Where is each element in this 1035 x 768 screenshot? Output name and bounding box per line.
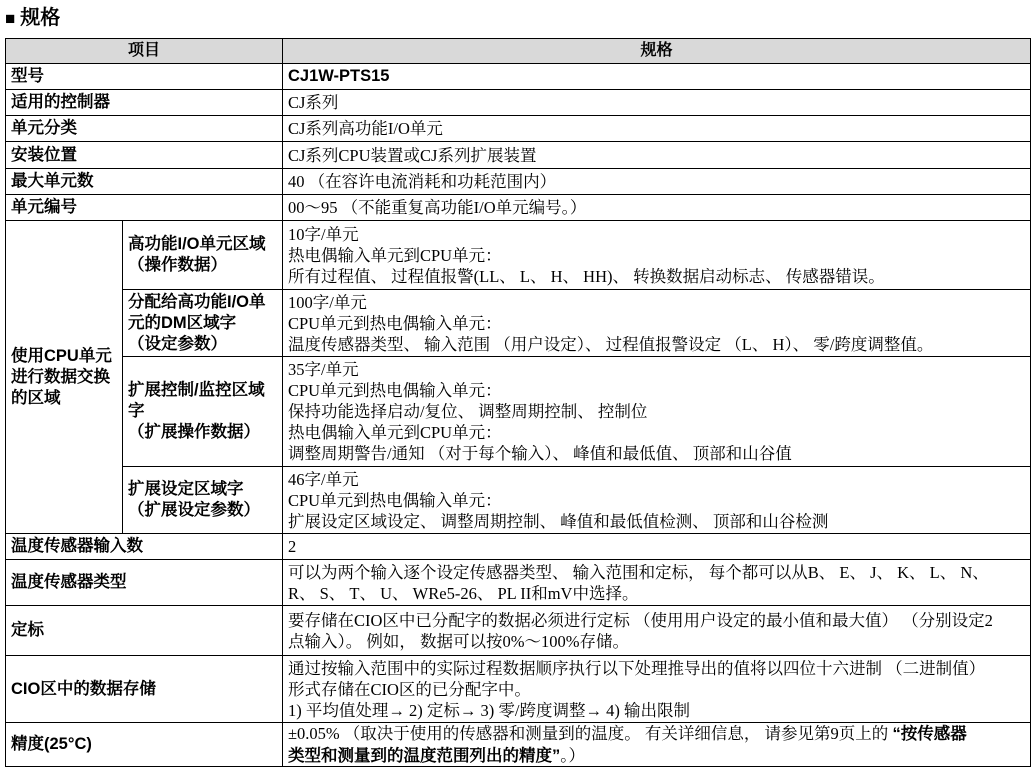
model-value xyxy=(283,64,1031,90)
label-line: 进行数据交换 xyxy=(11,367,110,386)
area-special-io-label xyxy=(123,221,283,290)
area-dm-value xyxy=(283,290,1031,357)
value-line: 调整周期警告/通知 （对于每个输入）、 峰值和最低值、 顶部和山谷值 xyxy=(288,444,792,463)
value-line: 10字/单元 xyxy=(288,224,359,244)
label-line: 扩展设定区域字 xyxy=(128,480,244,498)
accuracy-value xyxy=(283,723,1031,767)
value-line: 形式存储在CIO区的已分配字中。 xyxy=(288,679,531,699)
value-line: 2 xyxy=(288,537,297,556)
spec-table xyxy=(5,38,1031,767)
label-line: （操作数据） xyxy=(128,256,227,274)
value-line: CJ系列高功能I/O单元 xyxy=(288,119,443,138)
unit-numbers-label: 单元编号 xyxy=(6,195,283,221)
accuracy-text: ±0.05% （取决于使用的传感器和测量到的温度。 有关详细信息， 请参见第9页上的 xyxy=(288,723,893,743)
sensor-types-label: 温度传感器类型 xyxy=(6,560,283,606)
area-expansion-settings-label xyxy=(123,467,283,534)
value-line: 40 （在容许电流消耗和功耗范围内） xyxy=(288,172,557,191)
accuracy-text: 。） xyxy=(560,745,585,765)
value-line: CJ系列CPU装置或CJ系列扩展装置 xyxy=(288,145,537,165)
label-line: 高功能I/O单元区域 xyxy=(128,235,266,253)
section-title-text: 规格 xyxy=(20,7,61,29)
value-line: 46字/单元 xyxy=(288,469,359,489)
area-dm-label xyxy=(123,290,283,357)
value-line: 热电偶输入单元到CPU单元： xyxy=(288,245,502,265)
accuracy-reference-bold: 类型和测量到的温度范围列出的精度” xyxy=(288,746,561,765)
section-title xyxy=(5,5,60,31)
label-line: 扩展控制/监控区域 xyxy=(128,381,265,399)
label-line: 分配给高功能I/O单 xyxy=(128,292,266,311)
value-line: 可以为两个输入逐个设定传感器类型、 输入范围和定标， 每个都可以从B、 E、 J、 K、 L、 N、 xyxy=(288,562,989,582)
value-line: CPU单元到热电偶输入单元： xyxy=(288,313,502,333)
value-line: 要存储在CIO区中已分配字的数据必须进行定标 （使用用户设定的最小值和最大值） （分别设定2 xyxy=(288,610,993,630)
value-line: 00～95 （不能重复高功能I/O单元编号。） xyxy=(288,198,587,217)
applicable-controllers-label: 适用的控制器 xyxy=(6,90,283,116)
data-exchange-areas-label xyxy=(6,221,123,534)
value-line: 点输入）。 例如， 数据可以按0%～100%存储。 xyxy=(288,631,629,651)
sensor-types-value xyxy=(283,560,1031,606)
value-line xyxy=(288,745,1030,767)
label-line: （扩展设定参数） xyxy=(128,501,260,519)
unit-type-label: 单元分类 xyxy=(6,116,283,142)
max-units-label: 最大单元数 xyxy=(6,169,283,195)
value-line: 保持功能选择启动/复位、 调整周期控制、 控制位 xyxy=(288,402,648,421)
model-label: 型号 xyxy=(6,64,283,90)
value-line: CJ系列 xyxy=(288,93,339,112)
value-line: 扩展设定区域设定、 调整周期控制、 峰值和最低值检测、 顶部和山谷检测 xyxy=(288,511,829,531)
area-special-io-value xyxy=(283,221,1031,290)
value-line: 35字/单元 xyxy=(288,360,359,379)
scaling-value xyxy=(283,606,1031,656)
area-expansion-control-value xyxy=(283,357,1031,467)
label-line: （设定参数） xyxy=(128,334,227,353)
value-line: 温度传感器类型、 输入范围 （用户设定）、 过程值报警设定 （L、 H）、 零/跨度调整值。 xyxy=(288,334,934,354)
label-line: 字 xyxy=(128,402,145,420)
label-line: 元的DM区域字 xyxy=(128,313,237,332)
area-expansion-control-label xyxy=(123,357,283,467)
accuracy-reference-bold: “按传感器 xyxy=(892,724,967,743)
applicable-controllers-value xyxy=(283,90,1031,116)
label-line: 使用CPU单元 xyxy=(11,346,112,365)
mounting-position-value xyxy=(283,142,1031,169)
value-line: 热电偶输入单元到CPU单元： xyxy=(288,423,502,442)
scaling-label: 定标 xyxy=(6,606,283,656)
value-line: 100字/单元 xyxy=(288,292,367,312)
value-line: 所有过程值、 过程值报警(LL、 L、 H、 HH)、 转换数据启动标志、 传感器错误。 xyxy=(288,266,885,286)
mounting-position-label: 安装位置 xyxy=(6,142,283,169)
value-line: 1) 平均值处理→ 2) 定标→ 3) 零/跨度调整→ 4) 输出限制 xyxy=(288,700,690,720)
section-marker-icon: ■ xyxy=(5,9,16,28)
cio-data-storage-value xyxy=(283,656,1031,723)
label-line: （扩展操作数据） xyxy=(128,423,260,441)
value-line: CPU单元到热电偶输入单元： xyxy=(288,490,502,510)
max-units-value xyxy=(283,169,1031,195)
area-expansion-settings-value xyxy=(283,467,1031,534)
accuracy-label: 精度(25°C) xyxy=(6,723,283,767)
header-item: 项目 xyxy=(6,39,283,64)
cio-data-storage-label: CIO区中的数据存储 xyxy=(6,656,283,723)
value-line: 通过按输入范围中的实际过程数据顺序执行以下处理推导出的值将以四位十六进制 （二进制值） xyxy=(288,658,986,678)
sensor-input-count-value xyxy=(283,534,1031,560)
unit-numbers-value xyxy=(283,195,1031,221)
sensor-input-count-label: 温度传感器输入数 xyxy=(6,534,283,560)
label-line: 的区域 xyxy=(11,388,61,407)
header-spec: 规格 xyxy=(283,39,1031,64)
unit-type-value xyxy=(283,116,1031,142)
value-line: CPU单元到热电偶输入单元： xyxy=(288,381,502,400)
value-line: CJ1W-PTS15 xyxy=(288,67,390,85)
value-line: R、 S、 T、 U、 WRe5-26、 PL II和mV中选择。 xyxy=(288,583,639,603)
value-line xyxy=(288,723,1030,745)
